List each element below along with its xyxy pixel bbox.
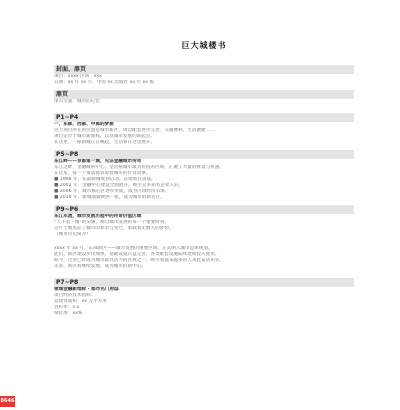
- body-line: 此后，新区建设步伐加快，基础设施日益完善，各类配套设施陆续建成投入使用。: [54, 252, 220, 257]
- section-header-cover: 封面、扉页: [54, 65, 354, 74]
- section-header-p7-p8: P7~P8: [54, 278, 354, 287]
- section-line: 在这里，一座新城正在崛起，生活将在这里展开。: [54, 140, 156, 145]
- section-subtitle: 领城金融新地标 · 都市名门府邸: [54, 287, 119, 292]
- section-line: 东江之畔，金融城的中心，是这座城市最具价值的区域，汇聚了大量的财富与机遇。: [54, 165, 224, 170]
- section-subtitle: 一、东部、西部、中部的梦想: [54, 122, 114, 127]
- section-line: 项目经济技术指标：: [54, 293, 96, 298]
- section-line: 项目定位于城市新地标，以及城市发展的新起点。: [54, 134, 156, 139]
- section-header-p9-p6: P9~P6: [54, 205, 354, 214]
- section-line: “天下第一城”的荣耀，源自城市发展的每一个重要时刻。: [54, 220, 170, 225]
- section-line: ■ 2006 年，城市核心区逐步形成，成为区域经济引擎。: [54, 189, 170, 194]
- section-line: 容积率：x.x: [54, 305, 80, 310]
- section-line: 这个项目所在的位置是城市新区，周边配套逐步完善，交通便利，生活便捷……: [54, 128, 215, 133]
- section-subtitle: 东江畔——京都第一城，见证金融城市传奇: [54, 159, 142, 164]
- section-line: ■ 2010 年，新城面貌焕然一新，成为城市的新名片。: [54, 195, 165, 200]
- body-line: 如今，这里已经成为城市最具活力的区域之一，吸引着越来越多的人来此安居乐业。: [54, 258, 224, 263]
- document: [54, 40, 354, 317]
- section-line: （城市历史简介）: [54, 232, 91, 237]
- page-badge: 8646: [0, 396, 15, 407]
- body-line: xxxx 年 xx 月，东部新区——城市发展的重要区域，正式纳入城市总体规划。: [54, 246, 213, 251]
- document-title: 巨大城楼书: [181, 41, 227, 50]
- section-line: 总建筑面积：xx 万平方米: [54, 299, 107, 304]
- section-header-p5-p8: P5~P8: [54, 150, 354, 159]
- section-header-title-page: 扉页: [54, 90, 354, 99]
- section-line: ■ 1998 年，东部新城规划启动，首批项目落成。: [54, 177, 156, 182]
- section-line: ■ 2002 年，金融中心建设全面展开，吸引众多知名企业入驻。: [54, 183, 184, 188]
- body-line: 未来，新区将继续发展，成为城市的新中心。: [54, 264, 146, 269]
- section-line: 在这里，每一个角落都诉说着城市的传奇故事。: [54, 171, 151, 176]
- section-subtitle: 东江永流，城市发展历程中的传奇价值区域: [54, 214, 142, 219]
- section-line: 绿化率：xx%: [54, 311, 83, 316]
- section-line: 项目：xxxx 区域 · xxx: [54, 74, 102, 79]
- section-line: 日期：xx 年 xx 月，中国 xx 出版社 xx 年 xx 版: [54, 80, 155, 85]
- section-line: 扉页文案：城市的记忆: [54, 99, 100, 104]
- section-line: 这片土地见证了城市的繁荣与变迁，承载着无数人的梦想。: [54, 226, 174, 231]
- section-header-p1-p4: P1~P4: [54, 113, 354, 122]
